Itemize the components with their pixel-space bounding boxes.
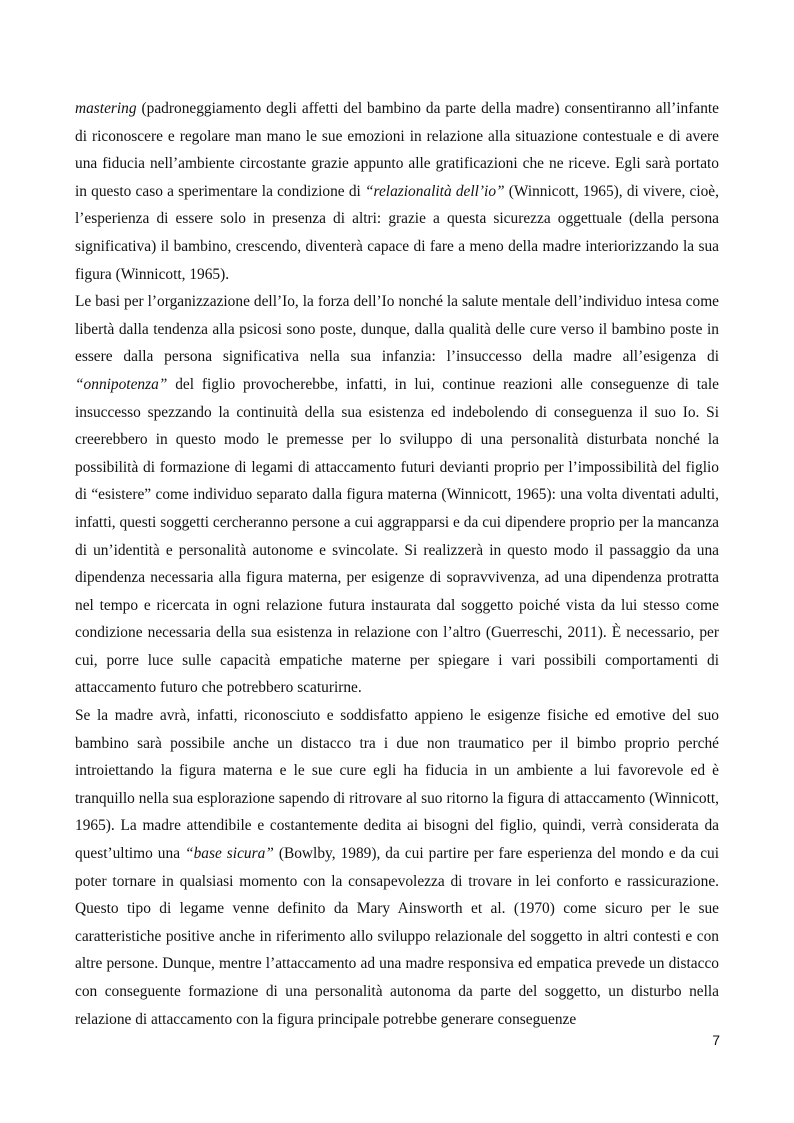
text-run: del figlio provocherebbe, infatti, in lui, continue reazioni alle conseguenze di tale insuccesso spezzando la continuità della sua esistenza ed indebolendo di conseguenza il suo Io. Si creerebbero in questo modo le premesse per lo sviluppo di una personalità disturbata nonché la possibilità di formazione di legami di attaccamento futuri devianti proprio per l’impossibilità del figlio di “esistere” come individuo separato dalla figura materna (Winnicott, 1965): una volta diventati adulti, infatti, questi soggetti cercheranno persone a cui aggrapparsi e da cui dipendere proprio per la mancanza di un’identità e personalità autonome e svincolate. Si realizzerà in questo modo il passaggio da una dipendenza necessaria alla figura materna, per esigenze di sopravvivenza, ad una dipendenza protratta nel tempo e ricercata in ogni relazione futura instaurata dal soggetto poiché vista da lui stesso come condizione necessaria della sua esistenza in relazione con l’altro (Guerreschi, 2011). È necessario, per cui, porre luce sulle capacità empatiche materne per spiegare i vari possibili comportamenti di attaccamento futuro che potrebbero scaturirne. bbox=[75, 375, 719, 697]
paragraph-2 bbox=[75, 288, 719, 702]
text-run: “onnipotenza” bbox=[75, 375, 168, 393]
page-number: 7 bbox=[712, 1032, 720, 1048]
text-run: “base sicura” bbox=[185, 845, 274, 863]
text-run: (Winnicott, 1965), di vivere, cioè, l’esperienza di essere solo in presenza di altri: grazie a questa sicurezza oggettuale (della persona significativa) il bambino, crescendo, diventerà capace di fare a meno della madre interiorizzando la sua figura (Winnicott, 1965). bbox=[75, 182, 719, 283]
text-run: (Bowlby, 1989), da cui partire per fare esperienza del mondo e da cui poter tornare in qualsiasi momento con la consapevolezza di trovare in lei conforto e rassicurazione. Questo tipo di legame venne definito da Mary Ainsworth et al. (1970) come sicuro per le sue caratteristiche positive anche in riferimento allo sviluppo relazionale del soggetto in altri contesti e con altre persone. Dunque, mentre l’attaccamento ad una madre responsiva ed empatica prevede un distacco con conseguente formazione di una personalità autonoma da parte del soggetto, un disturbo nella relazione di attaccamento con la figura principale potrebbe generare conseguenze bbox=[75, 845, 719, 1028]
text-run: Le basi per l’organizzazione dell’Io, la forza dell’Io nonché la salute mentale dell’individuo intesa come libertà dalla tendenza alla psicosi sono poste, dunque, dalla qualità delle cure verso il bambino poste in essere dalla persona significativa nella sua infanzia: l’insuccesso della madre all’esigenza di bbox=[75, 293, 719, 366]
text-run: mastering bbox=[75, 100, 137, 117]
text-run: (padroneggiamento degli affetti del bambino da parte della madre) consentiranno all’infante di riconoscere e regolare man mano le sue emozioni in relazione alla situazione contestuale e di avere una fiducia nell’ambiente circostante grazie appunto alle gratificazioni che ne riceve. Egli sarà portato in questo caso a sperimentare la condizione di bbox=[75, 100, 719, 200]
text-run: “relazionalità dell’io” bbox=[365, 182, 505, 200]
body-text bbox=[75, 95, 719, 1033]
paragraph-3 bbox=[75, 702, 719, 1033]
paragraph-1 bbox=[75, 95, 719, 288]
text-run: Se la madre avrà, infatti, riconosciuto e soddisfatto appieno le esigenze fisiche ed emotive del suo bambino sarà possibile anche un distacco tra i due non traumatico per il bimbo proprio perché introiettando la figura materna e le sue cure egli ha fiducia in un ambiente a lui favorevole ed è tranquillo nella sua esplorazione sapendo di ritrovare al suo ritorno la figura di attaccamento (Winnicott, 1965). La madre attendibile e costantemente dedita ai bisogni del figlio, quindi, verrà considerata da quest’ultimo una bbox=[75, 707, 719, 863]
